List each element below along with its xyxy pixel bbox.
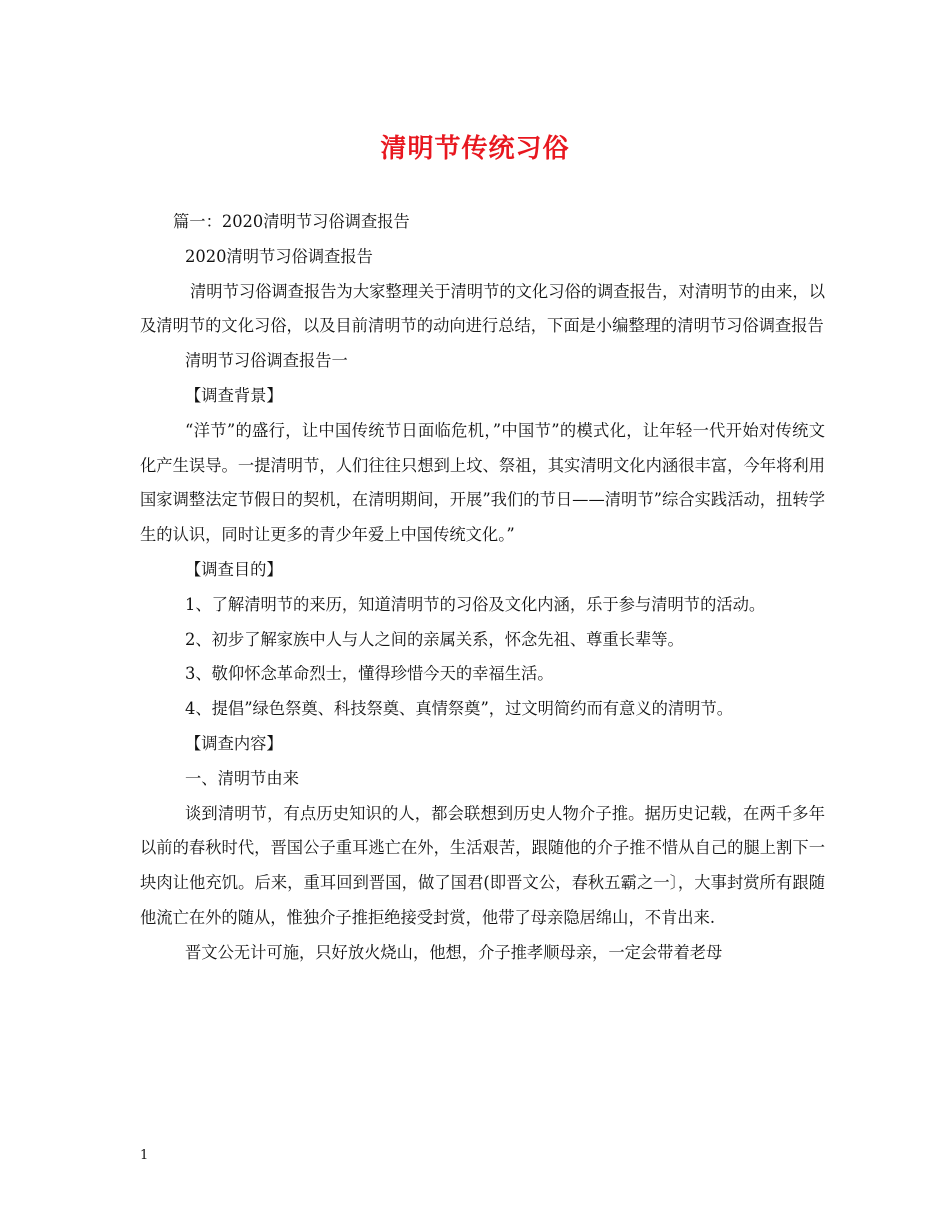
paragraph-purpose-3: 3、敬仰怀念革命烈士，懂得珍惜今天的幸福生活。 (185, 664, 554, 684)
paragraph-continuation: 晋文公无计可施，只好放火烧山，他想，介子推孝顺母亲，一定会带着老母 (185, 942, 723, 962)
paragraph-purpose-4: 4、提倡”绿色祭奠、科技祭奠、真情祭奠”，过文明简约而有意义的清明节。 (185, 699, 734, 719)
paragraph-purpose-1: 1、了解清明节的来历，知道清明节的习俗及文化内涵，乐于参与清明节的活动。 (185, 594, 766, 614)
paragraph-background: “洋节”的盛行，让中国传统节日面临危机，”中国节”的模式化，让年轻一代开始对传统文化产生误导。一提清明节，人们往往只想到上坟、祭祖，其实清明文化内涵很丰富，今年将利用国家调整法定节假日的契机，在清明期间，开展”我们的节日——清明节”综合实践活动，扭转学生的认识，同时让更多的青少年爱上中国传统文化。” (140, 420, 825, 545)
paragraph-purpose-2: 2、初步了解家族中人与人之间的亲属关系，怀念先祖、尊重长辈等。 (185, 629, 684, 649)
page-number: 1 (140, 1148, 149, 1163)
paragraph-background-heading: 【调查背景】 (185, 385, 283, 405)
paragraph-report-one: 清明节习俗调查报告一 (185, 351, 348, 371)
paragraph-origin-heading: 一、清明节由来 (185, 768, 299, 788)
paragraph-section-heading: 篇一：2020清明节习俗调查报告 (173, 212, 410, 231)
document-title: 清明节传统习俗 (380, 134, 570, 164)
paragraph-content-heading: 【调查内容】 (185, 733, 283, 753)
paragraph-purpose-heading: 【调查目的】 (185, 559, 283, 579)
paragraph-origin: 谈到清明节，有点历史知识的人，都会联想到历史人物介子推。据历史记载，在两千多年以前的春秋时代，晋国公子重耳逃亡在外，生活艰苦，跟随他的介子推不惜从自己的腿上割下一块肉让他充饥。后来，重耳回到晋国，做了国君(即晋文公，春秋五霸之一〕，大事封赏所有跟随他流亡在外的随从，惟独介子推拒绝接受封赏，他带了母亲隐居绵山，不肯出来. (140, 803, 825, 927)
paragraph-intro: 清明节习俗调查报告为大家整理关于清明节的文化习俗的调查报告，对清明节的由来，以及清明节的文化习俗，以及目前清明节的动向进行总结，下面是小编整理的清明节习俗调查报告 (140, 281, 825, 336)
paragraph-report-title: 2020清明节习俗调查报告 (185, 246, 373, 266)
document-body (140, 205, 825, 971)
